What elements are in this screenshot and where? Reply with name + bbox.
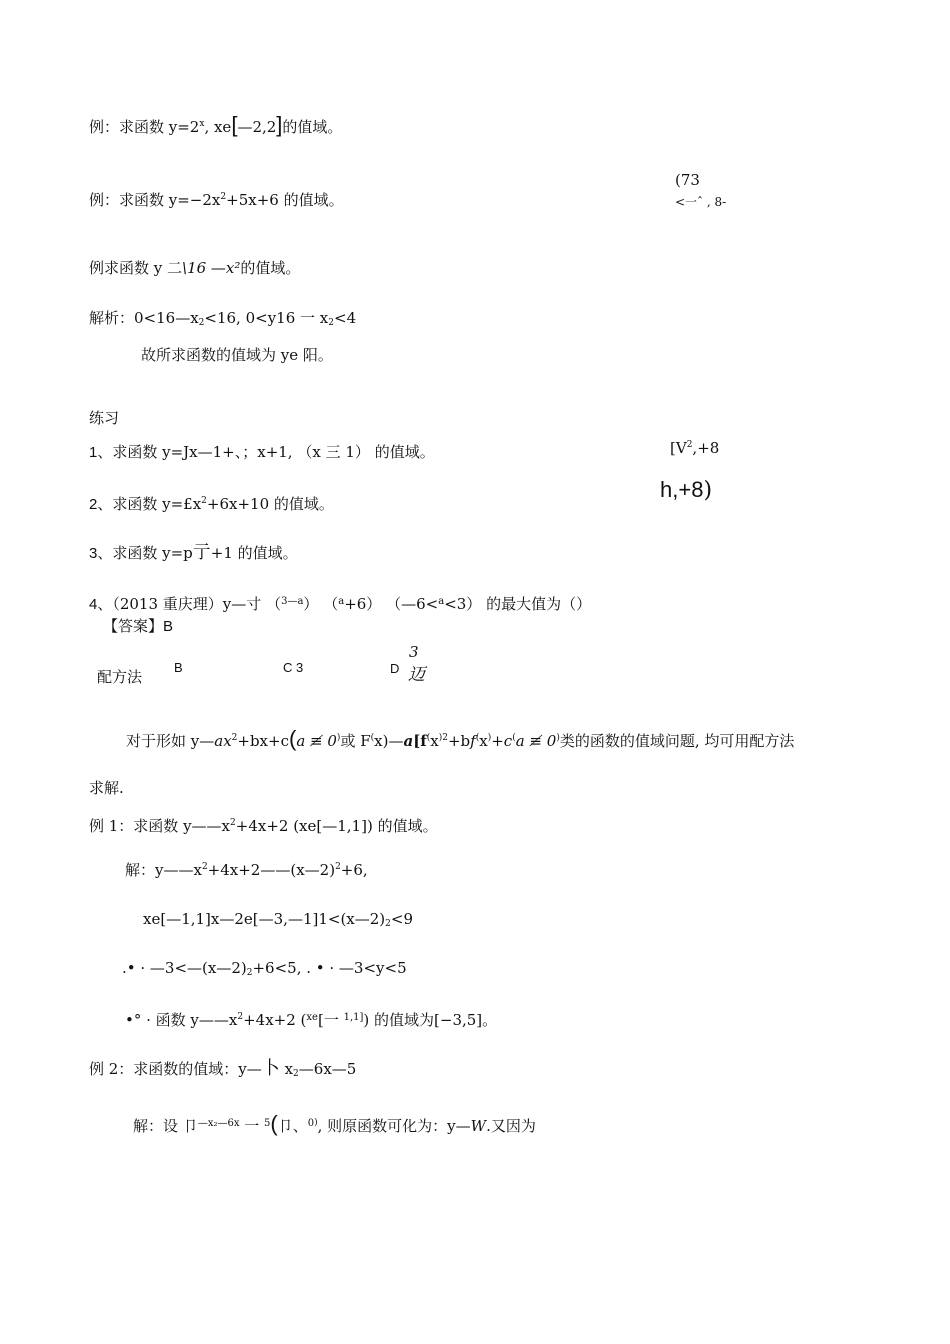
question-1-answer-prefix: [V <box>670 439 687 457</box>
para-part-14: x <box>430 732 439 750</box>
question-2-answer-paren: ) <box>703 478 713 503</box>
para-part-17: f <box>470 732 476 750</box>
question-4-suffix: 的最大值为（） <box>486 595 592 613</box>
step-1-exponent-2: 2 <box>335 862 341 872</box>
example-2-step-small-3: 0 <box>307 1118 315 1129</box>
para-part-4: +bx+c <box>237 732 289 750</box>
example-range-interval: —2,2 <box>237 118 277 136</box>
example-2-step-prefix: 解：设 <box>133 1117 179 1135</box>
step-4-mid: +4x+2 ( <box>243 1011 307 1029</box>
question-2-suffix: +6x+10 的值域。 <box>206 495 334 513</box>
question-3-number: 3、 <box>89 545 113 562</box>
step-4-small-2: 1,1] <box>343 1012 364 1023</box>
option-d: D <box>390 661 400 676</box>
step-4-small-1: xe <box>306 1012 318 1023</box>
method-paragraph <box>126 728 794 751</box>
question-4-number: 4、 <box>89 596 113 613</box>
example-2-step-mid-2: 卩、 <box>277 1117 308 1135</box>
example-2-step-small-1: —x₂—6x <box>197 1118 240 1129</box>
question-1-suffix: 的值域。 <box>374 443 435 461</box>
question-4-condition-open: （—6< <box>386 595 439 613</box>
example-1-step-3 <box>122 958 407 978</box>
example-2-title-prefix: 例 2：求函数的值域：y— <box>89 1060 262 1078</box>
example-2-step-w: W <box>470 1117 487 1135</box>
question-4-group-2-close: +6） <box>344 595 382 613</box>
question-4-group-2-inner: a <box>338 596 345 607</box>
para-part-20: ) <box>487 733 492 743</box>
para-part-18: ( <box>475 733 480 743</box>
example-2-step-u: 卩 <box>182 1117 198 1135</box>
example-range-exponent: x <box>199 119 205 129</box>
analysis-mid: <16, 0<y16 一 x <box>204 309 329 327</box>
example-2-step-suffix: , 则原函数可化为：y— <box>317 1117 471 1135</box>
para-part-5: ( <box>289 726 297 751</box>
example-2-title <box>89 1059 356 1079</box>
question-2-exponent: 2 <box>201 496 207 506</box>
step-1-suffix: +6, <box>340 861 368 879</box>
question-1-number: 1、 <box>89 444 113 461</box>
example-quadratic-suffix: +5x+6 的值域。 <box>226 191 344 209</box>
para-part-26: 类的函数的值域问题, 均可用配方法 <box>559 732 795 750</box>
step-4-prefix: •° · 函数 y——x <box>125 1011 238 1029</box>
step-2-suffix: <9 <box>390 910 414 928</box>
step-1-mid: +4x+2——(x—2) <box>207 861 336 879</box>
para-part-22: c <box>503 732 513 750</box>
option-d-character: 迈 <box>408 665 425 685</box>
practice-question-4 <box>89 592 591 615</box>
para-part-1: 对于形如 y— <box>126 732 215 750</box>
question-1-condition: （x 三 1） <box>297 443 370 461</box>
question-4-condition-close: <3） <box>444 595 482 613</box>
example-range-line <box>89 114 342 137</box>
para-part-13: ( <box>426 733 431 743</box>
para-part-11: a <box>403 732 414 750</box>
example-range-left-bracket: [ <box>231 112 238 137</box>
step-1-exponent-1: 2 <box>201 862 208 872</box>
practice-heading: 练习 <box>89 409 120 427</box>
example-sqrt-suffix: 的值域。 <box>240 259 301 277</box>
example-2-step-paren-close: ) <box>314 1118 318 1128</box>
analysis-conclusion: 故所求函数的值域为 ye 阳。 <box>141 346 333 364</box>
analysis-line <box>89 308 356 328</box>
analysis-prefix: 解析：0<16—x <box>89 309 199 327</box>
example-quadratic-exponent: 2 <box>220 192 227 202</box>
example-2-title-subscript: 2 <box>293 1069 299 1079</box>
question-4-condition-inner: a <box>438 596 445 607</box>
example-1-title-prefix: 例 1：求函数 y——x <box>89 817 231 835</box>
example-1-step-2 <box>143 909 413 929</box>
question-3-prefix: 求函数 y=p <box>112 544 193 562</box>
method-paragraph-continuation: 求解. <box>89 779 124 797</box>
method-title: 配方法 <box>97 668 143 686</box>
question-1-answer <box>670 438 719 458</box>
question-4-group-2-open: （ <box>323 595 339 613</box>
example-sqrt-line <box>89 258 300 278</box>
example-2-step-small-2: 5 <box>264 1118 271 1129</box>
example-1-step-4 <box>125 1008 497 1030</box>
para-part-12: [f <box>413 732 427 750</box>
para-part-25: ) <box>556 733 560 743</box>
para-part-24: a ≢ 0 <box>515 732 557 750</box>
example-sqrt-prefix: 例求函数 y 二 <box>89 259 183 277</box>
para-part-7: ) <box>336 733 341 743</box>
question-4-group-1-inner: 3—a <box>281 596 304 607</box>
step-3-subscript: 2 <box>246 968 253 978</box>
example-range-mid: , xe <box>204 118 232 136</box>
example-1-title-suffix: +4x+2 (xe[—1,1]) 的值域。 <box>235 817 438 835</box>
para-part-3: 2 <box>231 733 238 743</box>
example-1-step-1 <box>125 860 368 880</box>
question-1-answer-exponent: 2 <box>686 440 693 450</box>
analysis-suffix: <4 <box>334 309 357 327</box>
step-1-prefix: 解：y——x <box>125 861 202 879</box>
answer-letter: B <box>163 618 174 635</box>
practice-question-1 <box>89 442 435 463</box>
question-2-answer <box>660 477 713 503</box>
question-1-answer-suffix: ,+8 <box>692 439 720 457</box>
option-d-numerator: 3 <box>409 643 419 661</box>
example-2-step-paren-open: ( <box>270 1111 278 1136</box>
example-quadratic-prefix: 例：求函数 y=−2x <box>89 191 221 209</box>
answer-label: 【答案】 <box>103 617 164 635</box>
example-2-title-symbol: 卜 <box>261 1058 280 1079</box>
example-2-step-1 <box>133 1113 536 1136</box>
step-2-subscript: 2 <box>385 919 391 929</box>
step-3-suffix: +6<5, . • · —3<y<5 <box>252 959 407 977</box>
para-part-2: ax <box>214 732 232 750</box>
question-2-prefix: 求函数 y=£x <box>112 495 202 513</box>
para-part-8: 或 F <box>340 732 371 750</box>
step-4-mid-2: [一 <box>317 1011 344 1029</box>
example-quadratic-line <box>89 190 344 210</box>
margin-note-top: (73 <box>675 171 700 189</box>
question-4-source: （2013 重庆理） <box>112 595 223 613</box>
para-part-16: +b <box>447 732 471 750</box>
example-2-title-variable: x <box>284 1060 294 1078</box>
question-3-symbol: 亍 <box>192 542 211 563</box>
option-b: B <box>174 660 183 675</box>
step-4-suffix: ) 的值域为[−3,5]。 <box>363 1011 498 1029</box>
para-part-6: a ≢ 0 <box>296 732 337 750</box>
margin-note-bottom: <一ˆ , 8- <box>675 195 727 209</box>
analysis-subscript-1: 2 <box>198 318 205 328</box>
practice-question-3 <box>89 543 298 564</box>
example-2-step-end: .又因为 <box>486 1117 536 1135</box>
para-part-15: )2 <box>438 733 448 743</box>
para-part-21: + <box>491 732 504 750</box>
question-2-number: 2、 <box>89 496 113 513</box>
question-2-answer-main: h,+8 <box>660 477 704 502</box>
step-3-prefix: .• · —3<—(x—2) <box>122 959 247 977</box>
para-part-23: ( <box>512 733 516 743</box>
para-part-9: ( <box>370 733 375 743</box>
question-1-prefix: 求函数 y=Jx—1+、；x+1, <box>112 443 293 461</box>
para-part-19: x <box>479 732 488 750</box>
question-3-suffix: +1 的值域。 <box>210 544 298 562</box>
para-part-10: x)— <box>374 732 404 750</box>
question-4-prefix: y—寸 <box>222 595 262 613</box>
example-range-right-bracket: ] <box>276 112 283 137</box>
step-2-prefix: xe[—1,1]x—2e[—3,—1]1<(x—2) <box>143 910 386 928</box>
question-4-group-1-close: ） <box>303 595 319 613</box>
example-range-prefix: 例：求函数 y=2 <box>89 118 200 136</box>
example-sqrt-formula: \16 —x² <box>182 259 241 277</box>
example-2-title-suffix: —6x—5 <box>298 1060 357 1078</box>
practice-question-2 <box>89 494 334 515</box>
option-c: C 3 <box>283 660 304 675</box>
step-4-exponent: 2 <box>237 1012 244 1022</box>
example-range-suffix: 的值域。 <box>282 118 343 136</box>
example-1-title <box>89 816 438 836</box>
analysis-subscript-2: 2 <box>328 318 335 328</box>
question-4-group-1-open: （ <box>266 595 282 613</box>
example-2-step-mid: 一 <box>244 1117 265 1135</box>
example-1-title-exponent: 2 <box>230 818 236 828</box>
answer-line <box>103 616 173 637</box>
